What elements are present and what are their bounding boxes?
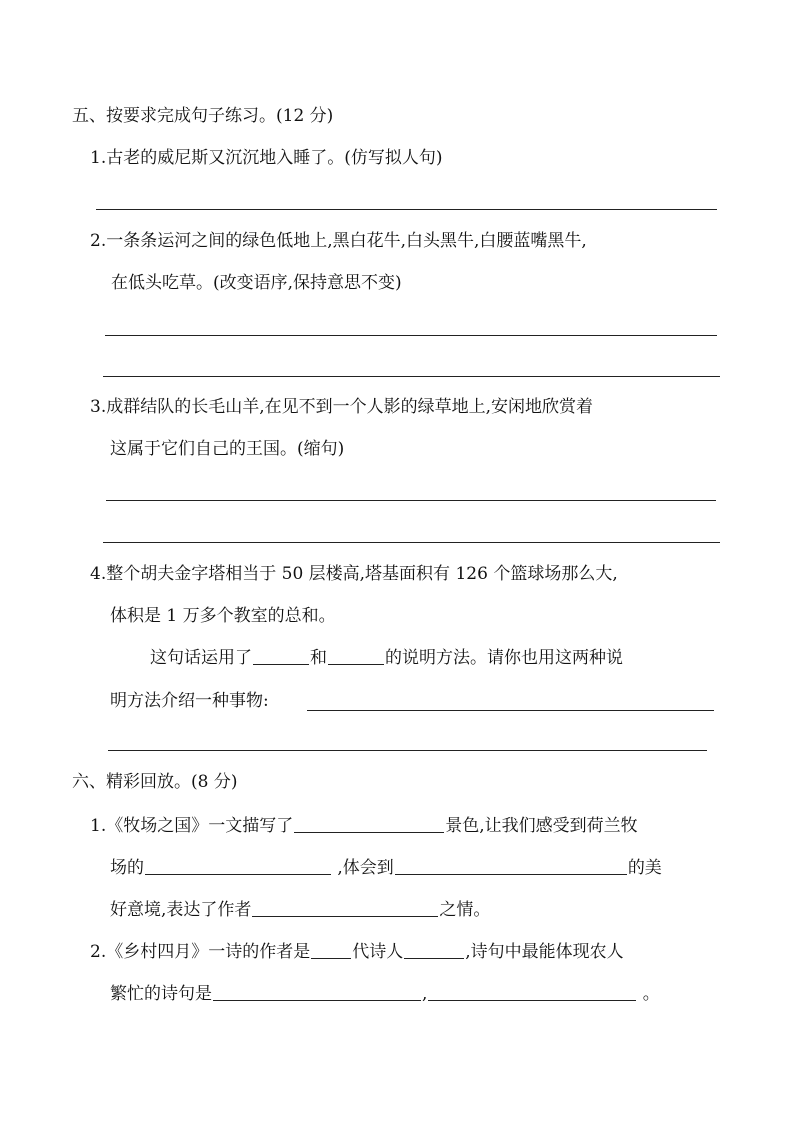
s6-q2-text-c: ,诗句中最能体现农人 xyxy=(465,942,624,962)
s6-q1-text-d: ,体会到 xyxy=(332,858,394,878)
s6-q1-text-f: 好意境,表达了作者 xyxy=(110,900,252,920)
fill-blank-pasture[interactable] xyxy=(145,873,331,875)
question-4-line1: 4.整个胡夫金字塔相当于 50 层楼高,塔基面积有 126 个篮球场那么大, xyxy=(90,564,618,584)
fill-blank-dynasty[interactable] xyxy=(311,957,351,959)
s6-q2-text-a: 2.《乡村四月》一诗的作者是 xyxy=(90,942,311,962)
s6-q1-text-c: 场的 xyxy=(110,858,144,878)
s6-question-2-line1 xyxy=(90,944,624,961)
fill-blank-verse-1[interactable] xyxy=(213,999,421,1001)
s6-question-1-line2 xyxy=(110,860,662,877)
answer-line[interactable] xyxy=(106,500,716,501)
fill-blank-feeling[interactable] xyxy=(252,915,438,917)
question-4-line4: 明方法介绍一种事物: xyxy=(110,691,269,711)
s6-question-2-line2 xyxy=(110,986,660,1003)
answer-line[interactable] xyxy=(96,209,717,210)
fill-blank-mood[interactable] xyxy=(395,873,627,875)
fill-blank-poet[interactable] xyxy=(404,957,464,959)
section-6-heading: 六、精彩回放。(8 分) xyxy=(72,772,238,792)
question-4-line2: 体积是 1 万多个教室的总和。 xyxy=(110,606,336,626)
fill-blank-verse-2[interactable] xyxy=(428,999,636,1001)
fill-blank-scenery[interactable] xyxy=(294,831,444,833)
question-2-line1: 2.一条条运河之间的绿色低地上,黑白花牛,白头黑牛,白腰蓝嘴黑牛, xyxy=(90,231,587,251)
answer-line[interactable] xyxy=(103,542,720,543)
fill-blank-method-2[interactable] xyxy=(328,663,384,665)
s6-q2-text-d: 繁忙的诗句是 xyxy=(110,984,212,1004)
s6-q1-text-a: 1.《牧场之国》一文描写了 xyxy=(90,816,294,836)
section-5-heading: 五、按要求完成句子练习。(12 分) xyxy=(72,106,334,126)
q4-method-prompt: 这句话运用了 xyxy=(150,648,252,668)
s6-question-1-line3 xyxy=(110,902,490,919)
question-3-line2: 这属于它们自己的王国。(缩句) xyxy=(110,439,345,459)
answer-line[interactable] xyxy=(307,710,714,711)
s6-q1-text-b: 景色,让我们感受到荷兰牧 xyxy=(445,816,638,836)
s6-q2-comma: , xyxy=(422,984,428,1004)
question-2-line2: 在低头吃草。(改变语序,保持意思不变) xyxy=(111,273,402,293)
fill-blank-method-1[interactable] xyxy=(253,663,309,665)
question-1-text: 1.古老的威尼斯又沉沉地入睡了。(仿写拟人句) xyxy=(90,148,443,168)
question-3-line1: 3.成群结队的长毛山羊,在见不到一个人影的绿草地上,安闲地欣赏着 xyxy=(90,397,594,417)
answer-line[interactable] xyxy=(108,750,707,751)
s6-q2-text-b: 代诗人 xyxy=(352,942,404,962)
q4-and: 和 xyxy=(310,648,327,668)
s6-q1-text-e: 的美 xyxy=(627,858,662,878)
q4-method-suffix: 的说明方法。请你也用这两种说 xyxy=(385,648,623,668)
answer-line[interactable] xyxy=(103,376,720,377)
question-4-line3 xyxy=(150,650,623,667)
s6-q2-period: 。 xyxy=(637,984,660,1004)
answer-line[interactable] xyxy=(105,335,717,336)
s6-question-1-line1 xyxy=(90,818,638,835)
s6-q1-text-g: 之情。 xyxy=(439,900,491,920)
